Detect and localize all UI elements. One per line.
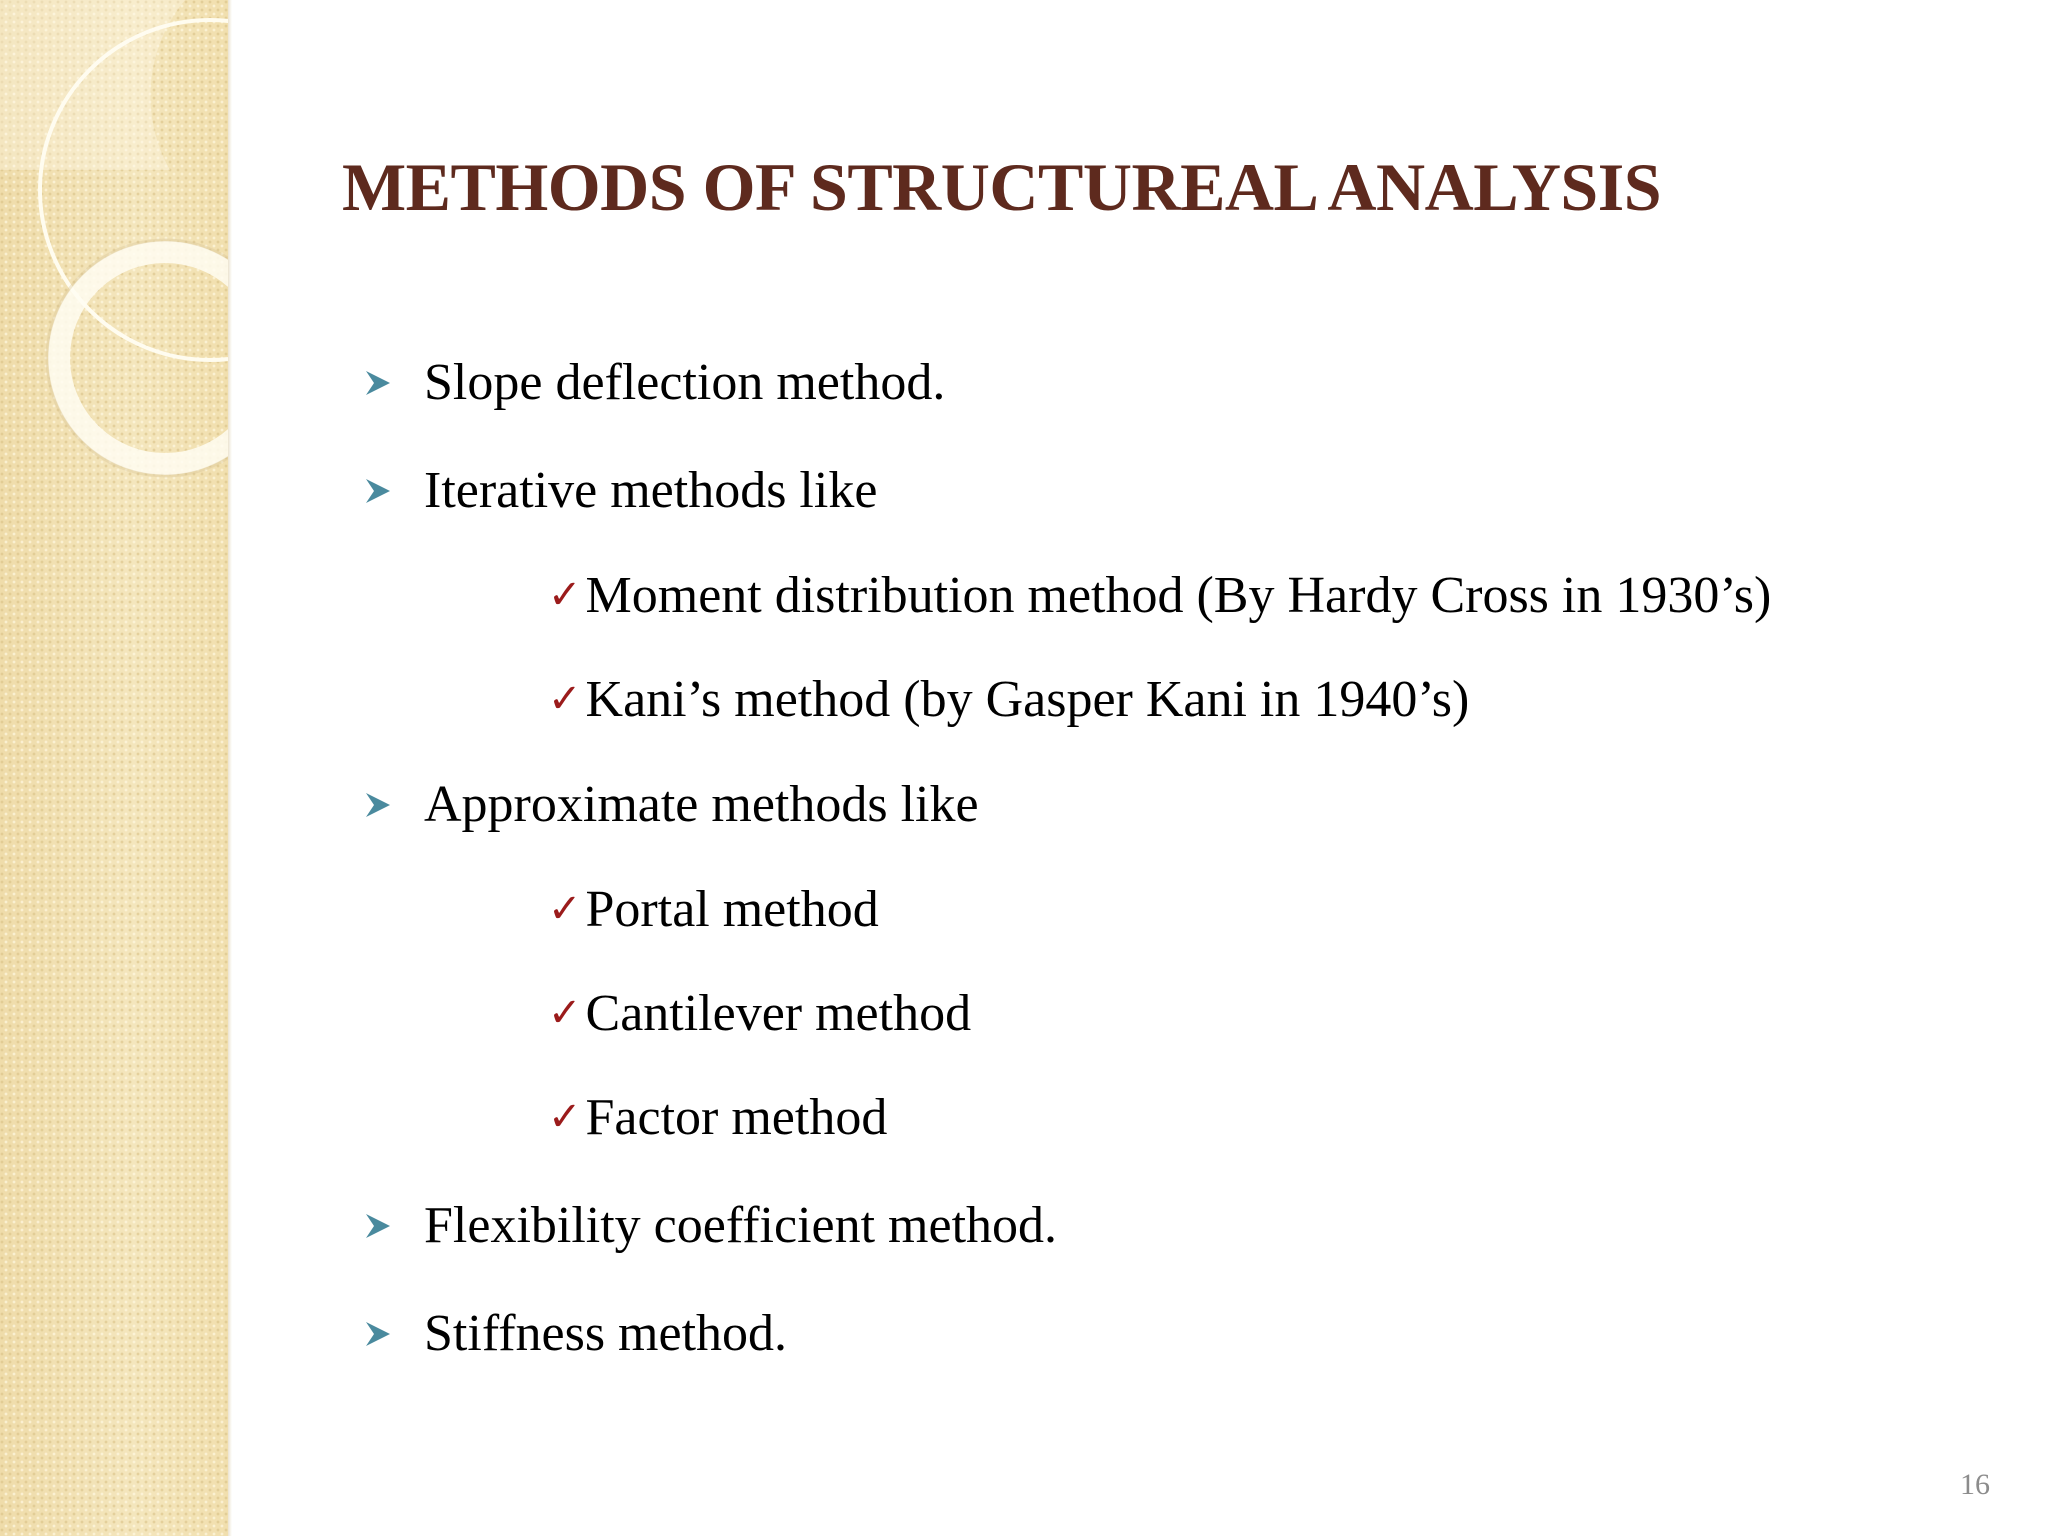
sub-bullet-text: Cantilever method xyxy=(585,985,972,1042)
page-number: 16 xyxy=(1960,1468,1990,1501)
decorative-rings xyxy=(0,0,228,520)
sub-bullet-text: Factor method xyxy=(585,1089,888,1146)
bullet-item xyxy=(362,353,945,413)
bullet-text: Stiffness method. xyxy=(424,1305,788,1362)
sub-bullet-item xyxy=(548,670,1469,730)
checkmark-icon: ✓ xyxy=(548,1094,582,1140)
slide-title: METHODS OF STRUCTUREAL ANALYSIS xyxy=(342,149,1662,225)
sub-bullet-item xyxy=(548,984,971,1044)
checkmark-icon: ✓ xyxy=(548,676,582,722)
sidebar-edge xyxy=(228,0,232,1536)
bullet-text: Iterative methods like xyxy=(424,462,878,519)
decorative-sidebar xyxy=(0,0,228,1536)
bullet-item xyxy=(362,1304,787,1364)
arrow-bullet-icon xyxy=(362,475,394,507)
bullet-text: Approximate methods like xyxy=(424,776,979,833)
bullet-item xyxy=(362,1196,1057,1256)
arrow-bullet-icon xyxy=(362,367,394,399)
sub-bullet-item xyxy=(548,880,879,940)
sub-bullet-text: Portal method xyxy=(585,881,879,938)
arrow-bullet-icon xyxy=(362,1318,394,1350)
bullet-text: Flexibility coefficient method. xyxy=(424,1197,1058,1254)
sub-bullet-item xyxy=(548,566,1771,626)
sub-bullet-text: Moment distribution method (By Hardy Cross in 1930’s) xyxy=(585,567,1772,624)
sub-bullet-item xyxy=(548,1088,887,1148)
arrow-bullet-icon xyxy=(362,1210,394,1242)
bullet-item xyxy=(362,775,979,835)
bullet-text: Slope deflection method. xyxy=(424,354,946,411)
checkmark-icon: ✓ xyxy=(548,990,582,1036)
arrow-bullet-icon xyxy=(362,789,394,821)
checkmark-icon: ✓ xyxy=(548,572,582,618)
checkmark-icon: ✓ xyxy=(548,886,582,932)
bullet-item xyxy=(362,461,877,521)
sub-bullet-text: Kani’s method (by Gasper Kani in 1940’s) xyxy=(585,671,1470,728)
